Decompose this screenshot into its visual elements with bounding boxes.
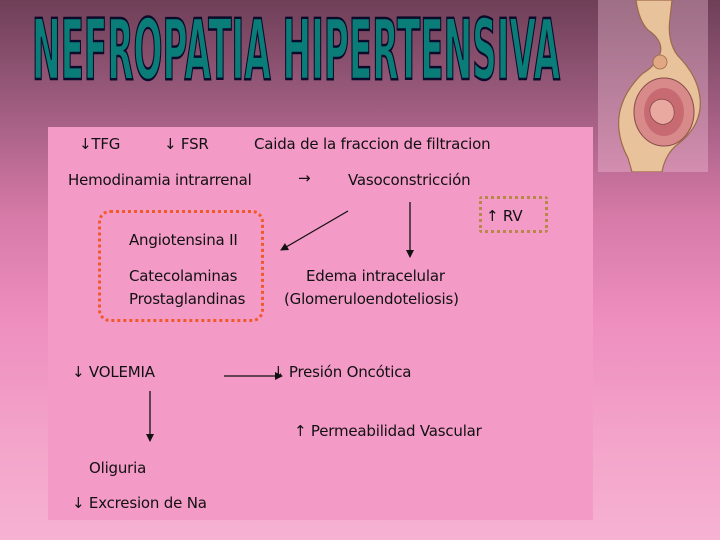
rv-label: ↑ RV [486, 207, 523, 225]
oliguria-label: Oliguria [89, 459, 147, 477]
hemodinamia-label: Hemodinamia intrarrenal [68, 171, 252, 189]
arrow-right-glyph: → [298, 169, 311, 187]
prostaglandinas-label: Prostaglandinas [129, 290, 246, 308]
volemia-label: ↓ VOLEMIA [72, 363, 155, 381]
excresion-label: ↓ Excresion de Na [72, 494, 207, 512]
caida-label: Caida de la fraccion de filtracion [254, 135, 491, 153]
angiotensina-label: Angiotensina II [129, 231, 238, 249]
permeabilidad-label: ↑ Permeabilidad Vascular [294, 422, 482, 440]
tfg-label: ↓TFG [79, 135, 121, 153]
arrow-vaso-to-angiotensina [281, 211, 348, 250]
catecolaminas-label: Catecolaminas [129, 267, 238, 285]
presion-label: ↓ Presión Oncótica [272, 363, 412, 381]
glomerulo-label: (Glomeruloendoteliosis) [284, 290, 459, 308]
edema-label: Edema intracelular [306, 267, 445, 285]
fsr-label: ↓ FSR [164, 135, 209, 153]
vasoconstriccion-label: Vasoconstricción [348, 171, 471, 189]
slide-title: NEFROPATIA HIPERTENSIVA [31, 1, 561, 100]
